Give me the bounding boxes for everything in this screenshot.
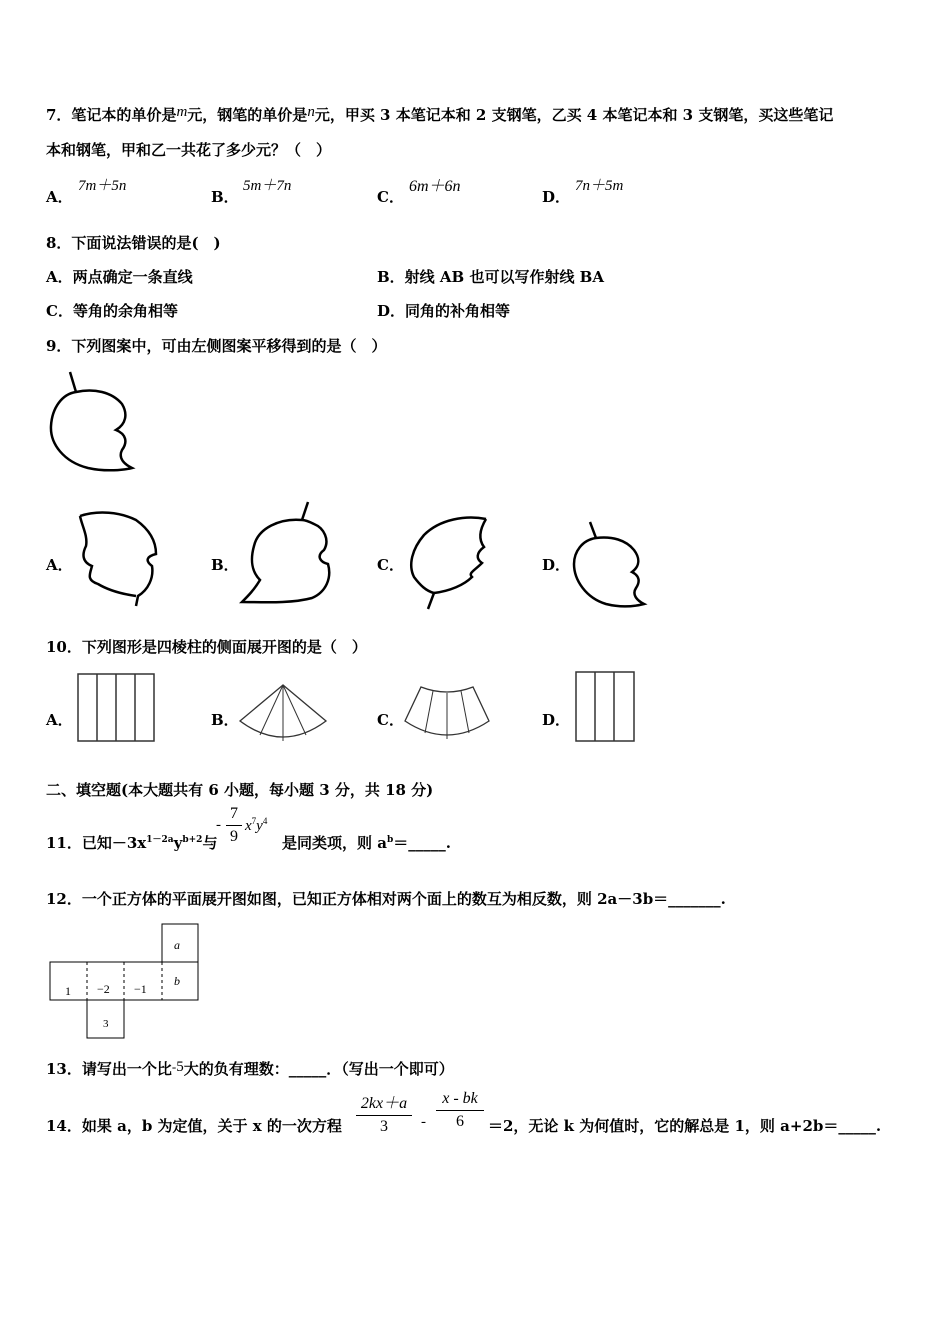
net-b-fan-triangles <box>238 683 328 745</box>
q7-option-a-expr: 7m＋5n <box>78 178 127 194</box>
q11-xexp: 7 <box>251 816 257 826</box>
q13-prefix: 13．请写出一个比 <box>46 1060 172 1078</box>
q14-frac1-num: 2kx＋a <box>360 1095 408 1112</box>
cube-cell-neg1: −1 <box>134 982 147 996</box>
q11-yexp: 4 <box>262 816 268 826</box>
q11-suffix-line <box>282 830 451 853</box>
q10-label-c: C． <box>377 711 404 729</box>
q14-frac2-den: 6 <box>456 1113 464 1130</box>
q7-text-b: 元，钢笔的单价是 <box>187 106 308 124</box>
q7-text-c: 元，甲买 3 本笔记本和 2 支钢笔，乙买 4 本笔记本和 3 支钢笔，买这些笔记 <box>314 106 834 124</box>
q7-option-c-expr: 6m＋6n <box>409 178 461 195</box>
q11-y2: y <box>256 818 263 834</box>
q14-minus: - <box>421 1114 426 1130</box>
q11-line <box>46 830 217 853</box>
q11-neg: - <box>216 817 221 833</box>
q9-label-a: A． <box>46 556 73 574</box>
q11-num: 7 <box>230 805 238 822</box>
q13-suffix: 大的负有理数：_____．（写出一个即可） <box>183 1060 454 1078</box>
q11-suffix: 是同类项，则 a <box>282 834 387 852</box>
q9-label-c: C． <box>377 556 404 574</box>
q11-mid: 与 <box>202 834 218 852</box>
q11-x: x <box>245 818 252 834</box>
q14-prefix: 14．如果 a，b 为定值，关于 x 的一次方程 <box>46 1117 342 1135</box>
q8-stem: 8．下面说法错误的是( ) <box>46 234 221 252</box>
cube-cell-a: a <box>174 938 180 952</box>
section2-title: 二、填空题(本大题共有 6 小题，每小题 3 分，共 18 分) <box>46 781 434 799</box>
q11-den: 9 <box>230 828 238 845</box>
cube-cell-1: 1 <box>65 984 71 998</box>
q11-b-exp: b <box>386 835 394 845</box>
q10-label-a: A． <box>46 711 73 729</box>
q8-option-c: C．等角的余角相等 <box>46 302 178 320</box>
q11-prefix: 11．已知－3x <box>46 834 147 852</box>
q11-y: y <box>173 834 183 852</box>
q9-stem: 9．下列图案中，可由左侧图案平移得到的是（ ） <box>46 337 387 355</box>
q13-num: 5 <box>176 1059 184 1075</box>
cube-cell-3: 3 <box>103 1018 109 1030</box>
leaf-c-icon <box>406 515 491 610</box>
q7-option-d-label: D． <box>542 188 571 206</box>
q7-option-b-label: B． <box>211 188 239 206</box>
q7-option-d-expr: 7n＋5m <box>575 178 624 194</box>
cube-cell-neg2: −2 <box>97 982 110 996</box>
q14-fraction-2 <box>436 1090 484 1131</box>
q10-label-b: B． <box>211 711 239 729</box>
q7-var-m: m <box>176 104 188 120</box>
q7-option-c-label: C． <box>377 188 404 206</box>
q9-label-d: D． <box>542 556 571 574</box>
q7-text-a: 7．笔记本的单价是 <box>46 106 177 124</box>
q8-option-a: A．两点确定一条直线 <box>46 268 193 286</box>
q9-label-b: B． <box>211 556 239 574</box>
q14-fraction-1 <box>356 1090 412 1136</box>
q7-option-b-expr: 5m＋7n <box>243 178 292 194</box>
q7-option-a-label: A． <box>46 188 73 206</box>
q11-monomial <box>245 816 267 835</box>
leaf-original-icon <box>48 370 138 475</box>
q8-option-b: B．射线 AB 也可以写作射线 BA <box>377 268 604 286</box>
q8-option-d: D．同角的补角相等 <box>377 302 511 320</box>
q13-line <box>46 1057 454 1079</box>
leaf-b-icon <box>240 500 335 610</box>
q11-exp2: b+2 <box>182 835 203 845</box>
q14-frac2-num: x - bk <box>442 1090 478 1107</box>
cube-cell-b: b <box>174 974 180 988</box>
q7-var-n: n <box>307 104 315 120</box>
q12-stem: 12．一个正方体的平面展开图如图，已知正方体相对两个面上的数互为相反数，则 2a－3b＝_______. <box>46 890 726 908</box>
q14-frac1-den: 3 <box>380 1118 388 1135</box>
q11-fraction <box>226 805 242 846</box>
q11-tail: ＝_____. <box>393 834 451 852</box>
leaf-a-icon <box>76 510 166 610</box>
q10-label-d: D． <box>542 711 571 729</box>
q14-suffix: ＝2，无论 k 为何值时，它的解总是 1，则 a+2b＝_____. <box>488 1117 882 1135</box>
q7-line2: 本和钢笔，甲和乙一共花了多少元？（ ） <box>46 141 332 159</box>
q10-stem: 10．下列图形是四棱柱的侧面展开图的是（ ） <box>46 638 367 656</box>
q11-exp1: 1－2a <box>146 835 174 845</box>
net-d-three-rectangles <box>575 671 637 743</box>
q7-line1 <box>46 102 833 125</box>
net-c-curved-trapezoids <box>403 683 491 743</box>
q13-neg: - <box>171 1059 177 1074</box>
net-a-four-rectangles <box>77 673 157 743</box>
leaf-d-icon <box>570 520 650 610</box>
